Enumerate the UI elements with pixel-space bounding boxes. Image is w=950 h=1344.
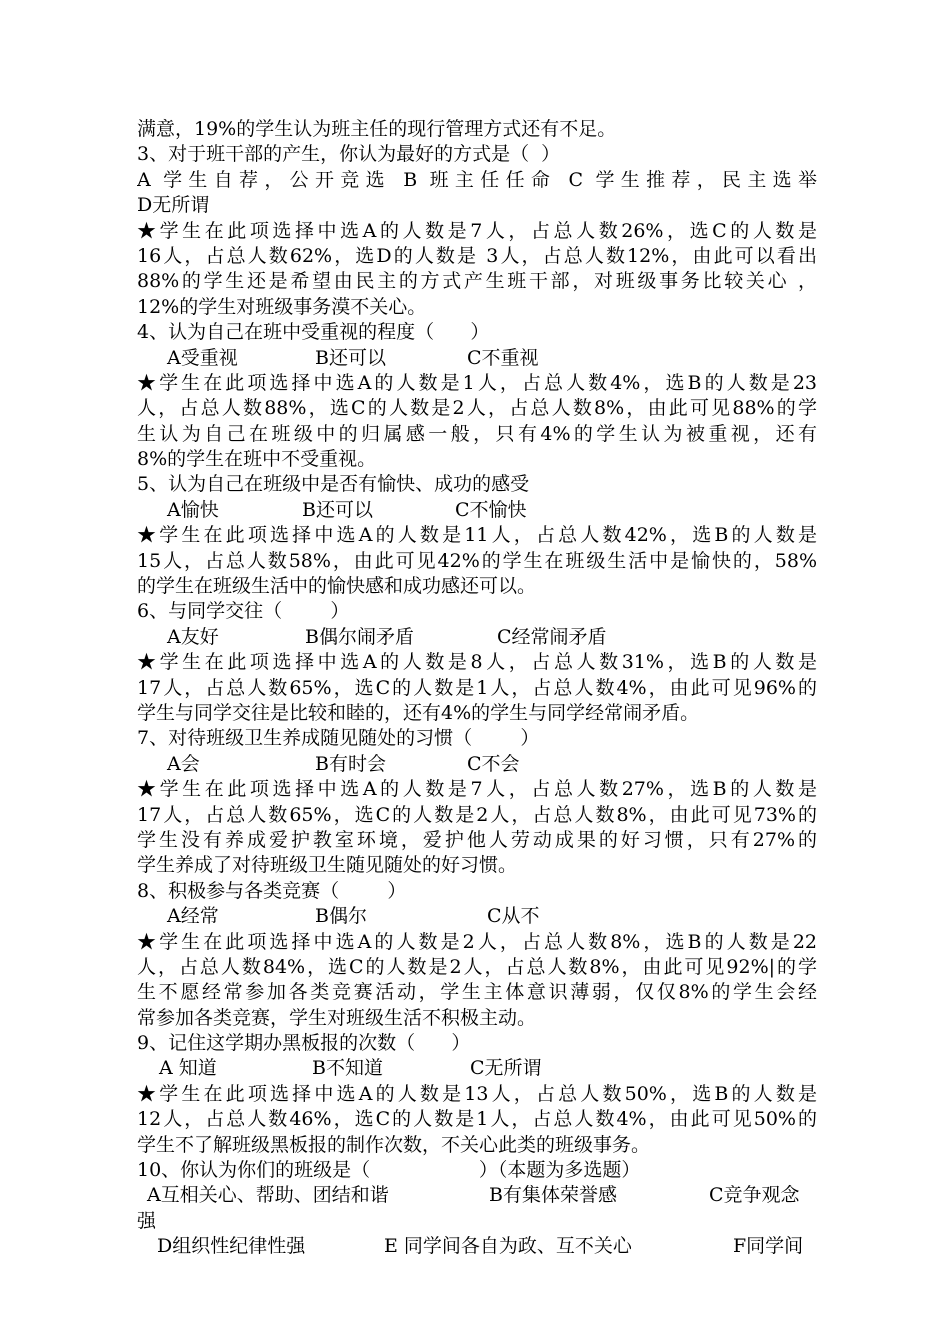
analysis-line: 学生不了解班级黑板报的制作次数，不关心此类的班级事务。	[137, 1133, 651, 1156]
question-5-options	[137, 498, 817, 523]
option-b: B还可以	[302, 498, 373, 521]
analysis-line: 学生没有养成爱护教室环境，爱护他人劳动成果的好习惯，只有27%的	[137, 828, 817, 851]
question-9-options	[137, 1056, 817, 1081]
analysis-line: 学生与同学交往是比较和睦的，还有4%的学生与同学经常闹矛盾。	[137, 701, 700, 724]
option-c: C竞争观念	[709, 1184, 800, 1207]
question-5: 5、认为自己在班级中是否有愉快、成功的感受	[137, 473, 530, 496]
option-c: C不会	[467, 752, 520, 775]
option-a: A 知道	[159, 1057, 217, 1080]
question-10-options-row2	[137, 1234, 817, 1259]
analysis-line: 的学生在班级生活中的愉快感和成功感还可以。	[137, 575, 537, 598]
analysis-line: 学生养成了对待班级卫生随见随处的好习惯。	[137, 854, 518, 877]
question-10-options-row1	[137, 1183, 817, 1208]
option-b: B有集体荣誉感	[489, 1184, 617, 1207]
option-c: C无所谓	[470, 1057, 542, 1080]
question-6: 6、与同学交往（ ）	[137, 600, 350, 623]
analysis-line: ★学生在此项选择中选A的人数是13人，占总人数50%，选B的人数是	[137, 1082, 817, 1105]
analysis-line: 生认为自己在班级中的归属感一般，只有4%的学生认为被重视，还有	[137, 422, 817, 445]
option-a: A友好	[167, 625, 219, 648]
option-a: A会	[167, 752, 200, 775]
analysis-line: 8%的学生在班中不受重视。	[137, 448, 377, 471]
option-b: B偶尔	[315, 905, 367, 928]
option-a: A愉快	[167, 498, 219, 521]
option-b: B偶尔闹矛盾	[305, 625, 414, 648]
option-b: B不知道	[312, 1057, 383, 1080]
analysis-line: 生不愿经常参加各类竞赛活动，学生主体意识薄弱，仅仅8%的学生会经	[137, 981, 817, 1004]
question-8-options	[137, 904, 817, 929]
analysis-line: ★学生在此项选择中选A的人数是11人，占总人数42%，选B的人数是	[137, 524, 817, 547]
analysis-line: ★学生在此项选择中选A的人数是7人，占总人数26%，选C的人数是	[137, 219, 817, 242]
question-3-option-d: D无所谓	[137, 194, 210, 217]
analysis-line: 12人，占总人数46%，选C的人数是1人，占总人数4%，由此可见50%的	[137, 1108, 817, 1131]
analysis-line: ★学生在此项选择中选A的人数是8人，占总人数31%，选B的人数是	[137, 651, 817, 674]
question-8: 8、积极参与各类竞赛（ ）	[137, 879, 407, 902]
question-7-options	[137, 752, 817, 777]
question-9: 9、记住这学期办黑板报的次数（ ）	[137, 1032, 471, 1055]
option-a: A经常	[167, 905, 219, 928]
question-10: 10、你认为你们的班级是（ ）（本题为多选题）	[137, 1159, 641, 1182]
option-d: D组织性纪律性强	[157, 1235, 306, 1258]
option-c: C从不	[487, 905, 540, 928]
document-body	[137, 117, 817, 1260]
analysis-line: 15人，占总人数58%，由此可见42%的学生在班级生活中是愉快的，58%	[137, 549, 817, 572]
text-line: 满意，19%的学生认为班主任的现行管理方式还有不足。	[137, 118, 617, 140]
analysis-line: 17人，占总人数65%，选C的人数是2人，占总人数8%，由此可见73%的	[137, 803, 817, 826]
analysis-line: 17人，占总人数65%，选C的人数是1人，占总人数4%，由此可见96%的	[137, 676, 817, 699]
option-c: C不重视	[467, 346, 539, 369]
option-a: A受重视	[167, 346, 238, 369]
analysis-line: 16人，占总人数62%，选D的人数是 3人，占总人数12%，由此可以看出	[137, 244, 817, 267]
question-6-options	[137, 625, 817, 650]
analysis-line: 常参加各类竞赛，学生对班级生活不积极主动。	[137, 1006, 537, 1029]
option-e: E 同学间各自为政、互不关心	[384, 1235, 632, 1258]
analysis-line: 人，占总人数88%，选C的人数是2人，占总人数8%，由此可见88%的学	[137, 397, 817, 420]
question-7: 7、对待班级卫生养成随见随处的习惯（ ）	[137, 727, 540, 750]
question-4-options	[137, 346, 817, 371]
question-10-option-c-cont: 强	[137, 1209, 157, 1232]
option-c: C不愉快	[455, 498, 527, 521]
analysis-line: 88%的学生还是希望由民主的方式产生班干部，对班级事务比较关心 ，	[137, 270, 817, 293]
option-b: B还可以	[315, 346, 386, 369]
question-4: 4、认为自己在班中受重视的程度（ ）	[137, 321, 490, 344]
analysis-line: 人，占总人数84%，选C的人数是2人，占总人数8%，由此可见92%|的学	[137, 955, 817, 978]
question-3: 3、对于班干部的产生，你认为最好的方式是（ ）	[137, 143, 561, 166]
question-3-options: A 学生自荐，公开竞选 B 班主任任命 C 学生推荐，民主选举	[137, 168, 817, 191]
option-a: A互相关心、帮助、团结和谐	[147, 1184, 389, 1207]
analysis-line: ★学生在此项选择中选A的人数是2人，占总人数8%，选B的人数是22	[137, 930, 817, 953]
option-c: C经常闹矛盾	[497, 625, 607, 648]
option-b: B有时会	[315, 752, 386, 775]
option-f: F同学间	[733, 1235, 804, 1258]
analysis-line: ★学生在此项选择中选A的人数是7人，占总人数27%，选B的人数是	[137, 778, 817, 801]
analysis-line: ★学生在此项选择中选A的人数是1人，占总人数4%，选B的人数是23	[137, 371, 817, 394]
analysis-line: 12%的学生对班级事务漠不关心。	[137, 295, 427, 318]
